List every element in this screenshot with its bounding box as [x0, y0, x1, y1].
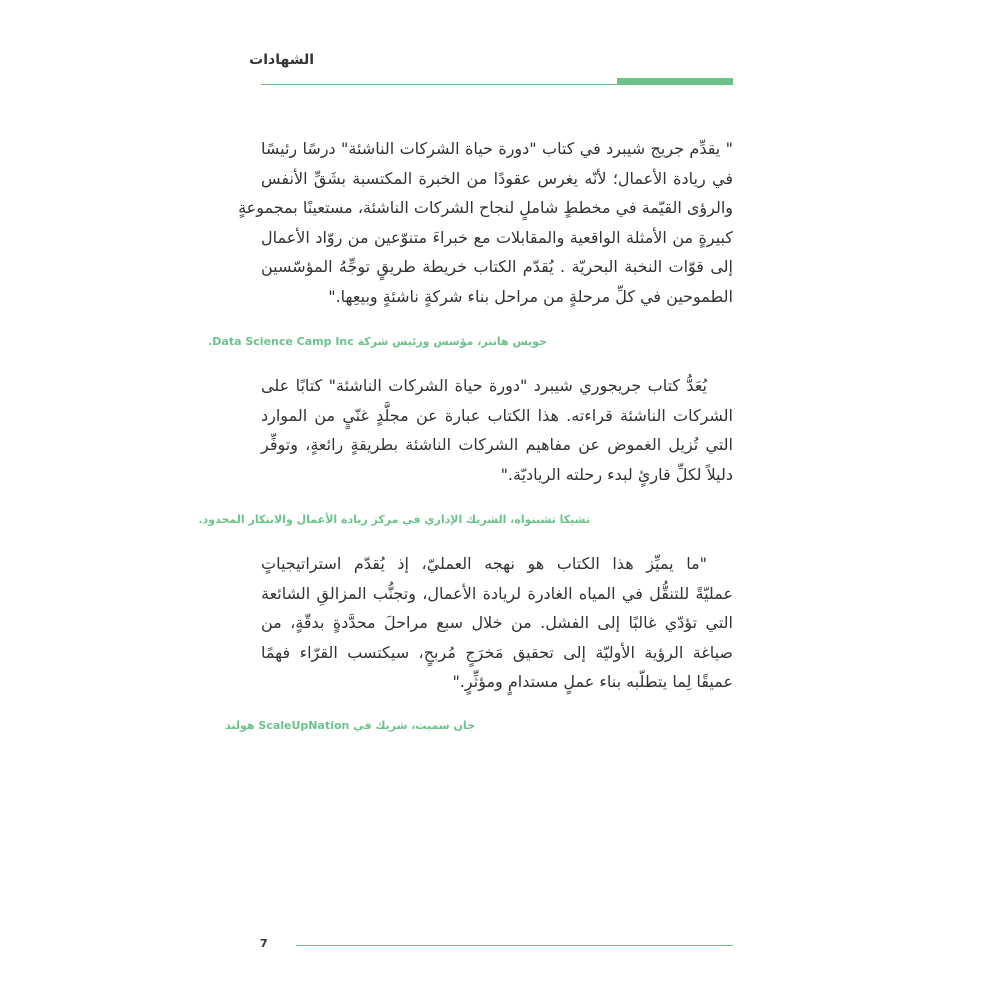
quote-line: دليلاً لكلِّ قارئٍ لبدء رحلته الرياديّة.": [500, 464, 733, 484]
page-title: الشهادات: [249, 52, 314, 68]
quote-line: صياغة الرؤية الأوليّة إلى تحقيق مَخرَجٍ مُربحٍ، سيكتسب القرّاء فهمًا: [261, 642, 733, 662]
quote-line: في ريادة الأعمال؛ لأنّه يغرس عقودًا من الخبرة المكتسبة بشَقِّ الأنفس: [261, 168, 733, 188]
quote-line: والرؤى القيّمة في مخططٍ شاملٍ لنجاح الشركات الناشئة، مستعينًا بمجموعةٍ: [238, 198, 733, 218]
testimonial-attribution-2: تشيكا تشينواه، الشريك الإداري في مركز ريادة الأعمال والابتكار المحدود.: [198, 513, 590, 526]
quote-line: عمليّةً للتنقُّل في المياه الغادرة لريادة الأعمال، وتجنُّب المزالقِ الشائعة: [261, 583, 733, 603]
footer-rule: [296, 945, 733, 946]
quote-line: " يقدِّم جريج شيبرد في كتاب "دورة حياة الشركات الناشئة" درسًا رئيسًا: [261, 139, 733, 158]
quote-line: "ما يميِّز هذا الكتاب هو نهجه العمليّ، إذ يُقدّم استراتيجياتٍ: [261, 554, 707, 573]
quote-line: إلى قوّات النخبة البحريّة . يُقدّم الكتاب خريطة طريقٍ توجِّهُ المؤسّسين: [261, 257, 733, 277]
testimonial-quote-2: [261, 371, 733, 489]
header-accent-bar: [617, 78, 733, 85]
testimonial-attribution-3: جان سميت، شريك في ScaleUpNation هولند: [225, 719, 475, 732]
quote-line: التي تؤدّي غالبًا إلى الفشل. من خلال سبع مراحلَ محدَّدةٍ بدقّةٍ، من: [261, 613, 733, 633]
testimonial-quote-1: [238, 134, 733, 312]
quote-line: التي تُزيل الغموض عن مفاهيم الشركات الناشئة بطريقةٍ رائعةٍ، وتوفِّر: [261, 435, 733, 455]
quote-line: كبيرةٍ من الأمثلة الواقعية والمقابلات مع خبراءَ متنوّعين من روّاد الأعمال: [261, 227, 733, 247]
page-number: 7: [260, 937, 268, 950]
quote-line: عميقًا لِما يتطلّبه بناء عملٍ مستدامٍ ومؤثِّرٍ.": [452, 672, 733, 692]
quote-line: الطموحين في كلِّ مرحلةٍ من مراحل بناء شركةٍ ناشئةٍ وبيعِها.": [328, 286, 733, 306]
testimonial-quote-3: [261, 549, 733, 697]
quote-line: يُعَدُّ كتاب جريجوري شيبرد "دورة حياة الشركات الناشئة" كتابًا على: [261, 376, 707, 395]
testimonial-attribution-1: جويس هانتر، مؤسس ورئيس شركة Data Science Camp Inc.: [208, 335, 547, 348]
quote-line: الشركات الناشئة قراءته. هذا الكتاب عبارة عن مجلَّدٍ غنّيٍ من الموارد: [261, 405, 733, 425]
